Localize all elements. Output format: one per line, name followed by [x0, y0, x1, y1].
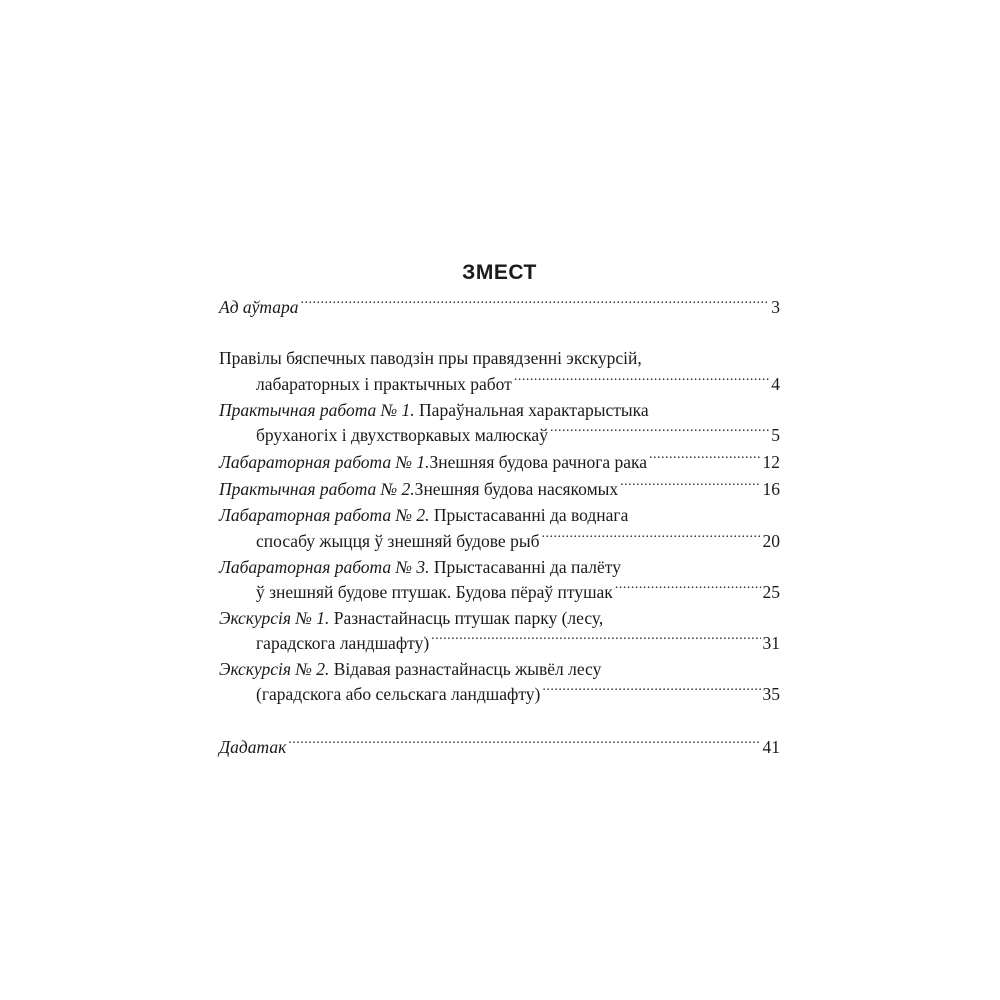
entry-label: Лабараторная работа № 2.	[219, 505, 430, 526]
entry-title-line1	[219, 503, 780, 527]
entry-title: Параўнальная характарыстыка	[414, 399, 649, 420]
entry-title-line2: спосабу жыцця ў знешняй будове рыб	[256, 530, 540, 551]
toc-entry-lab-3	[219, 555, 780, 604]
toc-entry-foreword	[219, 294, 780, 319]
toc-entry-appendix	[219, 733, 780, 758]
entry-label: Экскурсія № 2.	[219, 659, 330, 679]
entry-title-line1: Правілы бяспечных паводзін пры правядзенні экскурсій,	[219, 348, 642, 369]
entry-title: Разнастайнасць птушак парку (лесу,	[329, 607, 604, 628]
entry-label: Дадатак	[219, 736, 287, 757]
toc-entry-excursion-2	[219, 657, 780, 706]
table-of-contents	[219, 258, 780, 759]
page-number: 3	[771, 297, 780, 318]
dot-leader	[615, 579, 761, 598]
toc-row	[219, 527, 780, 552]
entry-label: Ад аўтара	[219, 297, 299, 318]
entry-title-line1	[219, 398, 780, 422]
entry-title: Прыстасаванні да палёту	[429, 556, 621, 577]
entry-title-line2: (гарадскога або сельскага ландшафту)	[256, 684, 541, 705]
entry-label: Лабараторная работа № 3.	[219, 556, 430, 577]
page-number: 5	[771, 424, 780, 445]
dot-leader	[620, 476, 760, 495]
entry-title-line2: ў знешняй будове птушак. Будова пёраў птушак	[256, 581, 613, 602]
entry-title: Знешняя будова насякомых	[414, 479, 619, 500]
dot-leader	[542, 681, 760, 700]
page-number: 35	[762, 684, 780, 705]
entry-title-line2: бруханогіх і двухстворкавых малюскаў	[256, 424, 548, 445]
toc-entry-lab-2	[219, 503, 780, 552]
page-number: 20	[762, 530, 780, 551]
toc-entry-safety-rules	[219, 346, 780, 395]
entry-title-line2: гарадскога ландшафту)	[256, 633, 430, 653]
dot-leader	[649, 449, 760, 468]
entry-label: Экскурсія № 1.	[219, 607, 330, 628]
page-number: 31	[762, 633, 780, 653]
toc-title: ЗМЕСТ	[462, 261, 537, 284]
dot-leader	[301, 294, 770, 313]
toc-row	[219, 370, 780, 395]
entry-title-line1	[219, 657, 780, 681]
entry-title: Знешняя будова рачнога рака	[429, 452, 648, 472]
entry-title: Прыстасаванні да воднага	[429, 505, 629, 526]
toc-entry-practical-2	[219, 476, 780, 501]
toc-row	[219, 449, 780, 474]
entry-title: Відавая разнастайнасць жывёл лесу	[329, 659, 602, 679]
dot-leader	[431, 630, 760, 649]
dot-leader	[542, 527, 761, 546]
page-number: 25	[762, 581, 780, 602]
page-number: 16	[762, 479, 780, 500]
toc-row	[219, 294, 780, 319]
dot-leader	[288, 733, 760, 752]
toc-row	[219, 630, 780, 655]
entry-label: Лабараторная работа № 1.	[219, 452, 430, 472]
toc-entry-excursion-1	[219, 606, 780, 655]
page-number: 12	[762, 452, 780, 472]
toc-row	[219, 681, 780, 706]
entry-title-line1	[219, 555, 780, 579]
entry-label: Практычная работа № 1.	[219, 399, 415, 420]
dot-leader	[550, 422, 769, 441]
toc-entry-lab-1	[219, 449, 780, 474]
toc-row	[219, 422, 780, 447]
toc-row	[219, 579, 780, 604]
dot-leader	[514, 370, 769, 389]
toc-entry-practical-1	[219, 398, 780, 447]
entry-title-line2: лабараторных і практычных работ	[256, 373, 512, 394]
toc-row	[219, 733, 780, 758]
entry-title-line1	[219, 606, 780, 630]
page-number: 41	[762, 736, 780, 757]
entry-label: Практычная работа № 2.	[219, 479, 415, 500]
page-number: 4	[771, 373, 780, 394]
toc-row	[219, 476, 780, 501]
